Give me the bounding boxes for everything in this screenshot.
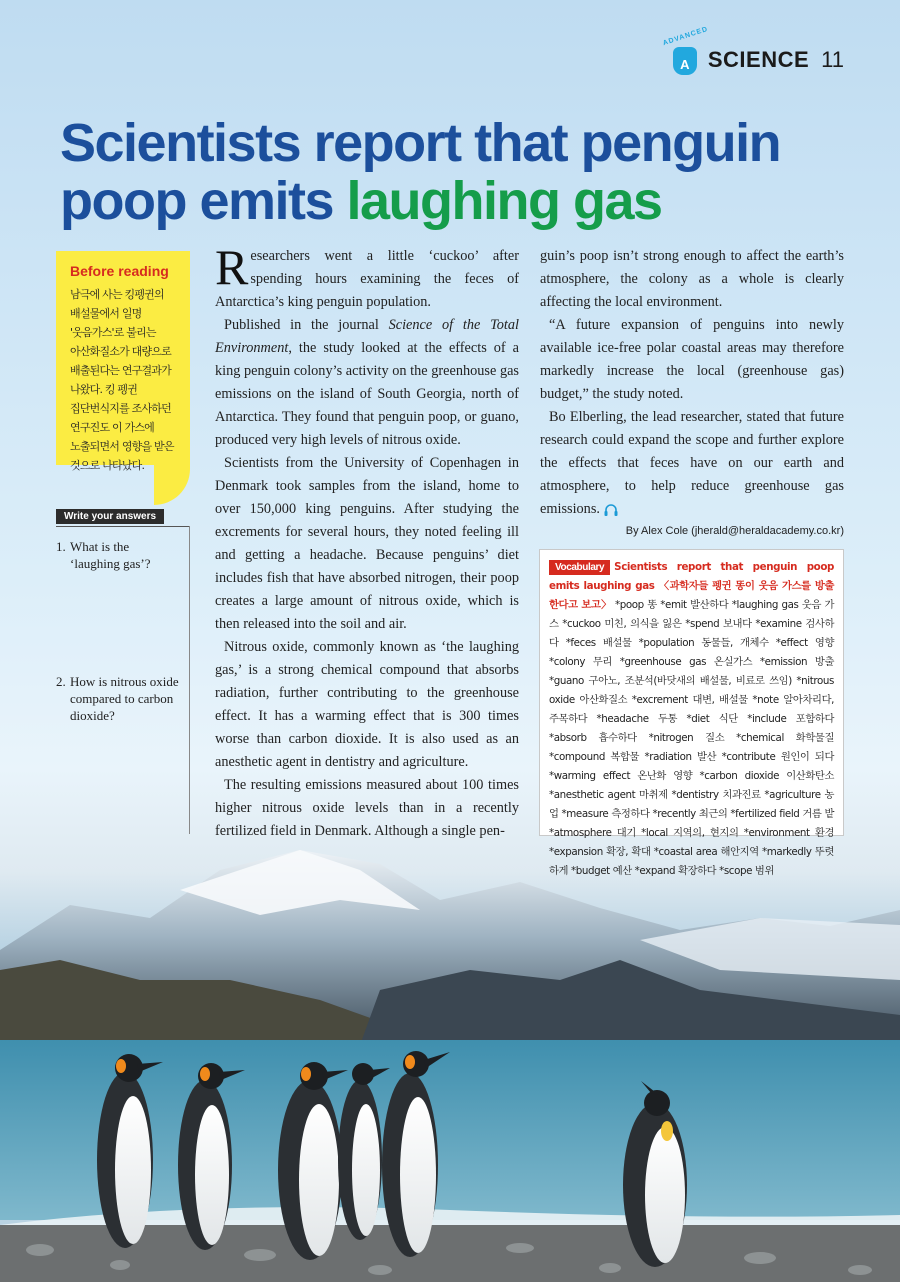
vocabulary-tag: Vocabulary (549, 560, 610, 575)
vocabulary-box (539, 549, 844, 877)
before-reading-text (70, 285, 180, 475)
write-answers-header (56, 506, 190, 524)
before-reading-heading: Before reading (70, 263, 169, 279)
advanced-badge-icon (661, 25, 709, 77)
before-line: 나왔다. 킹 펭귄 (70, 383, 138, 396)
article-paragraph: The resulting emissions measured about 100 times higher nitrous oxide levels than in a recently fertilized field in Denmark. Although a single pen- (215, 777, 519, 839)
before-line: '웃음가스'로 불리는 (70, 326, 156, 339)
before-line: 노출되면서 영향을 받은 (70, 440, 174, 453)
before-line: 남극에 사는 킹펭귄의 (70, 288, 164, 301)
question-text: What is the ‘laughing gas’? (70, 539, 151, 571)
article-paragraph: Researchers went a little ‘cuckoo’ after spending hours examining the feces of Antarctica’s king penguin population. (215, 239, 519, 310)
article-paragraph: Published in the journal Science of the Total Environment, the study looked at the effects of a king penguin colony’s activity on the greenhouse gas emissions on the island of South Georgia, north of Antarctica. They found that penguin poop, or guano, produced very high levels of nitrous oxide. (215, 317, 520, 448)
vocabulary-headline: Scientists report that penguin poop emits laughing gas 〈과학자들 펭귄 똥이 웃음 가스를 방출한다고 보고〉 (549, 561, 834, 611)
drop-cap: R (215, 239, 249, 295)
write-answers-label: Write your answers (56, 509, 164, 524)
article-column-2 (540, 245, 844, 537)
vocabulary-list: *poop 똥 *emit 발산하다 *laughing gas 웃음 가스 *cuckoo 미친, 의식을 잃은 *spend 보내다 *examine 검사하다 *feces 배설물 *population 동물들, 개체수 *effect 영향 *colony 무리 *greenhouse gas 온실가스 *emission 방출 *guano 구아노, 조분석(바닷새의 배설물, 비료로 쓰임) *nitrous oxide 아산화질소 *excrement 대변, 배설물 *note 알아차리다, 주목하다 *headache 두통 *diet 식단 *include 포함하다 *absorb 흡수하다 *nitrogen 질소 *chemical 화학물질 *compound 복합물 *radiation 발산 *contribute 원인이 되다 *warming effect 온난화 영향 *carbon dioxide 이산화탄소 *anesthetic agent 마취제 *dentistry 치과진료 *agriculture 농업 *measure 측정하다 *recently 최근의 *fertilized field 거름 밭 *atmosphere 대기 *local 지역의, 현지의 *environment 환경 *expansion 확장, 확대 *coastal area 해안지역 *markedly 뚜렷하게 *budget 예산 *expand 확장하다 *scope 범위 (549, 599, 834, 877)
before-line: 아산화질소가 대량으로 (70, 345, 171, 358)
title-main: Scientists report that penguin poop emits (60, 113, 781, 231)
before-line: 것으로 나타났다. (70, 459, 145, 472)
before-line: 연구진도 이 가스에 (70, 421, 155, 434)
penguin-landscape-photo (0, 830, 900, 1282)
article-paragraph: Nitrous oxide, commonly known as ‘the laughing gas,’ is a strong chemical compound that absorbs radiation, further contributing to the greenhouse effect. It has a warming effect that is 300 times worse than carbon dioxide. It is also used as an anesthetic agent in dentistry and agriculture. (215, 639, 519, 770)
page-number: 11 (821, 47, 844, 72)
page-header (661, 25, 844, 80)
question-number: 2. (56, 674, 66, 689)
divider (56, 526, 190, 527)
before-reading-box (56, 251, 190, 472)
before-line: 배설물에서 일명 (70, 307, 142, 320)
question-text: How is nitrous oxide compared to carbon dioxide? (70, 674, 179, 723)
title-accent: laughing gas (346, 171, 662, 231)
badge-arc-text: ADVANCED (661, 25, 709, 48)
article-paragraph: Bo Elberling, the lead researcher, stated that future research could expand the scope and further explore the effects that feces have on our earth and atmosphere, to help reduce greenhouse gas emissions. By Alex Cole (jherald@heraldacademy.co.kr) (540, 409, 844, 537)
journal-name: Science of the Total Environment (215, 317, 520, 356)
article-paragraph: “A future expansion of penguins into newly available ice-free polar coastal areas may therefore markedly increase the local (greenhouse gas) budget,” the study noted. (540, 317, 844, 402)
before-line: 배출된다는 연구결과가 (70, 364, 171, 377)
section-name: SCIENCE (707, 47, 810, 72)
article-column-1 (215, 239, 520, 843)
badge-letter: A (680, 57, 690, 72)
article-paragraph: guin’s poop isn’t strong enough to affect the earth’s atmosphere, the colony as a whole is clearly affecting the local environment. (540, 248, 844, 310)
before-line: 집단번식지를 조사하던 (70, 402, 171, 415)
article-title (60, 114, 850, 230)
headphones-icon[interactable] (604, 504, 618, 516)
divider (189, 526, 190, 834)
question-1 (56, 538, 184, 572)
question-number: 1. (56, 539, 66, 554)
article-paragraph: Scientists from the University of Copenhagen in Denmark took samples from the island, home to over 150,000 king penguins. After studying the excrements for several hours, they noted feeling ill and getting a headache. Because penguins’ diet includes fish that have absorbed nitrogen, their poop creates a large amount of nitrous oxide, which is then released into the soil and air. (215, 455, 519, 632)
question-2 (56, 673, 184, 724)
byline: By Alex Cole (jherald@heraldacademy.co.kr) (625, 525, 844, 537)
